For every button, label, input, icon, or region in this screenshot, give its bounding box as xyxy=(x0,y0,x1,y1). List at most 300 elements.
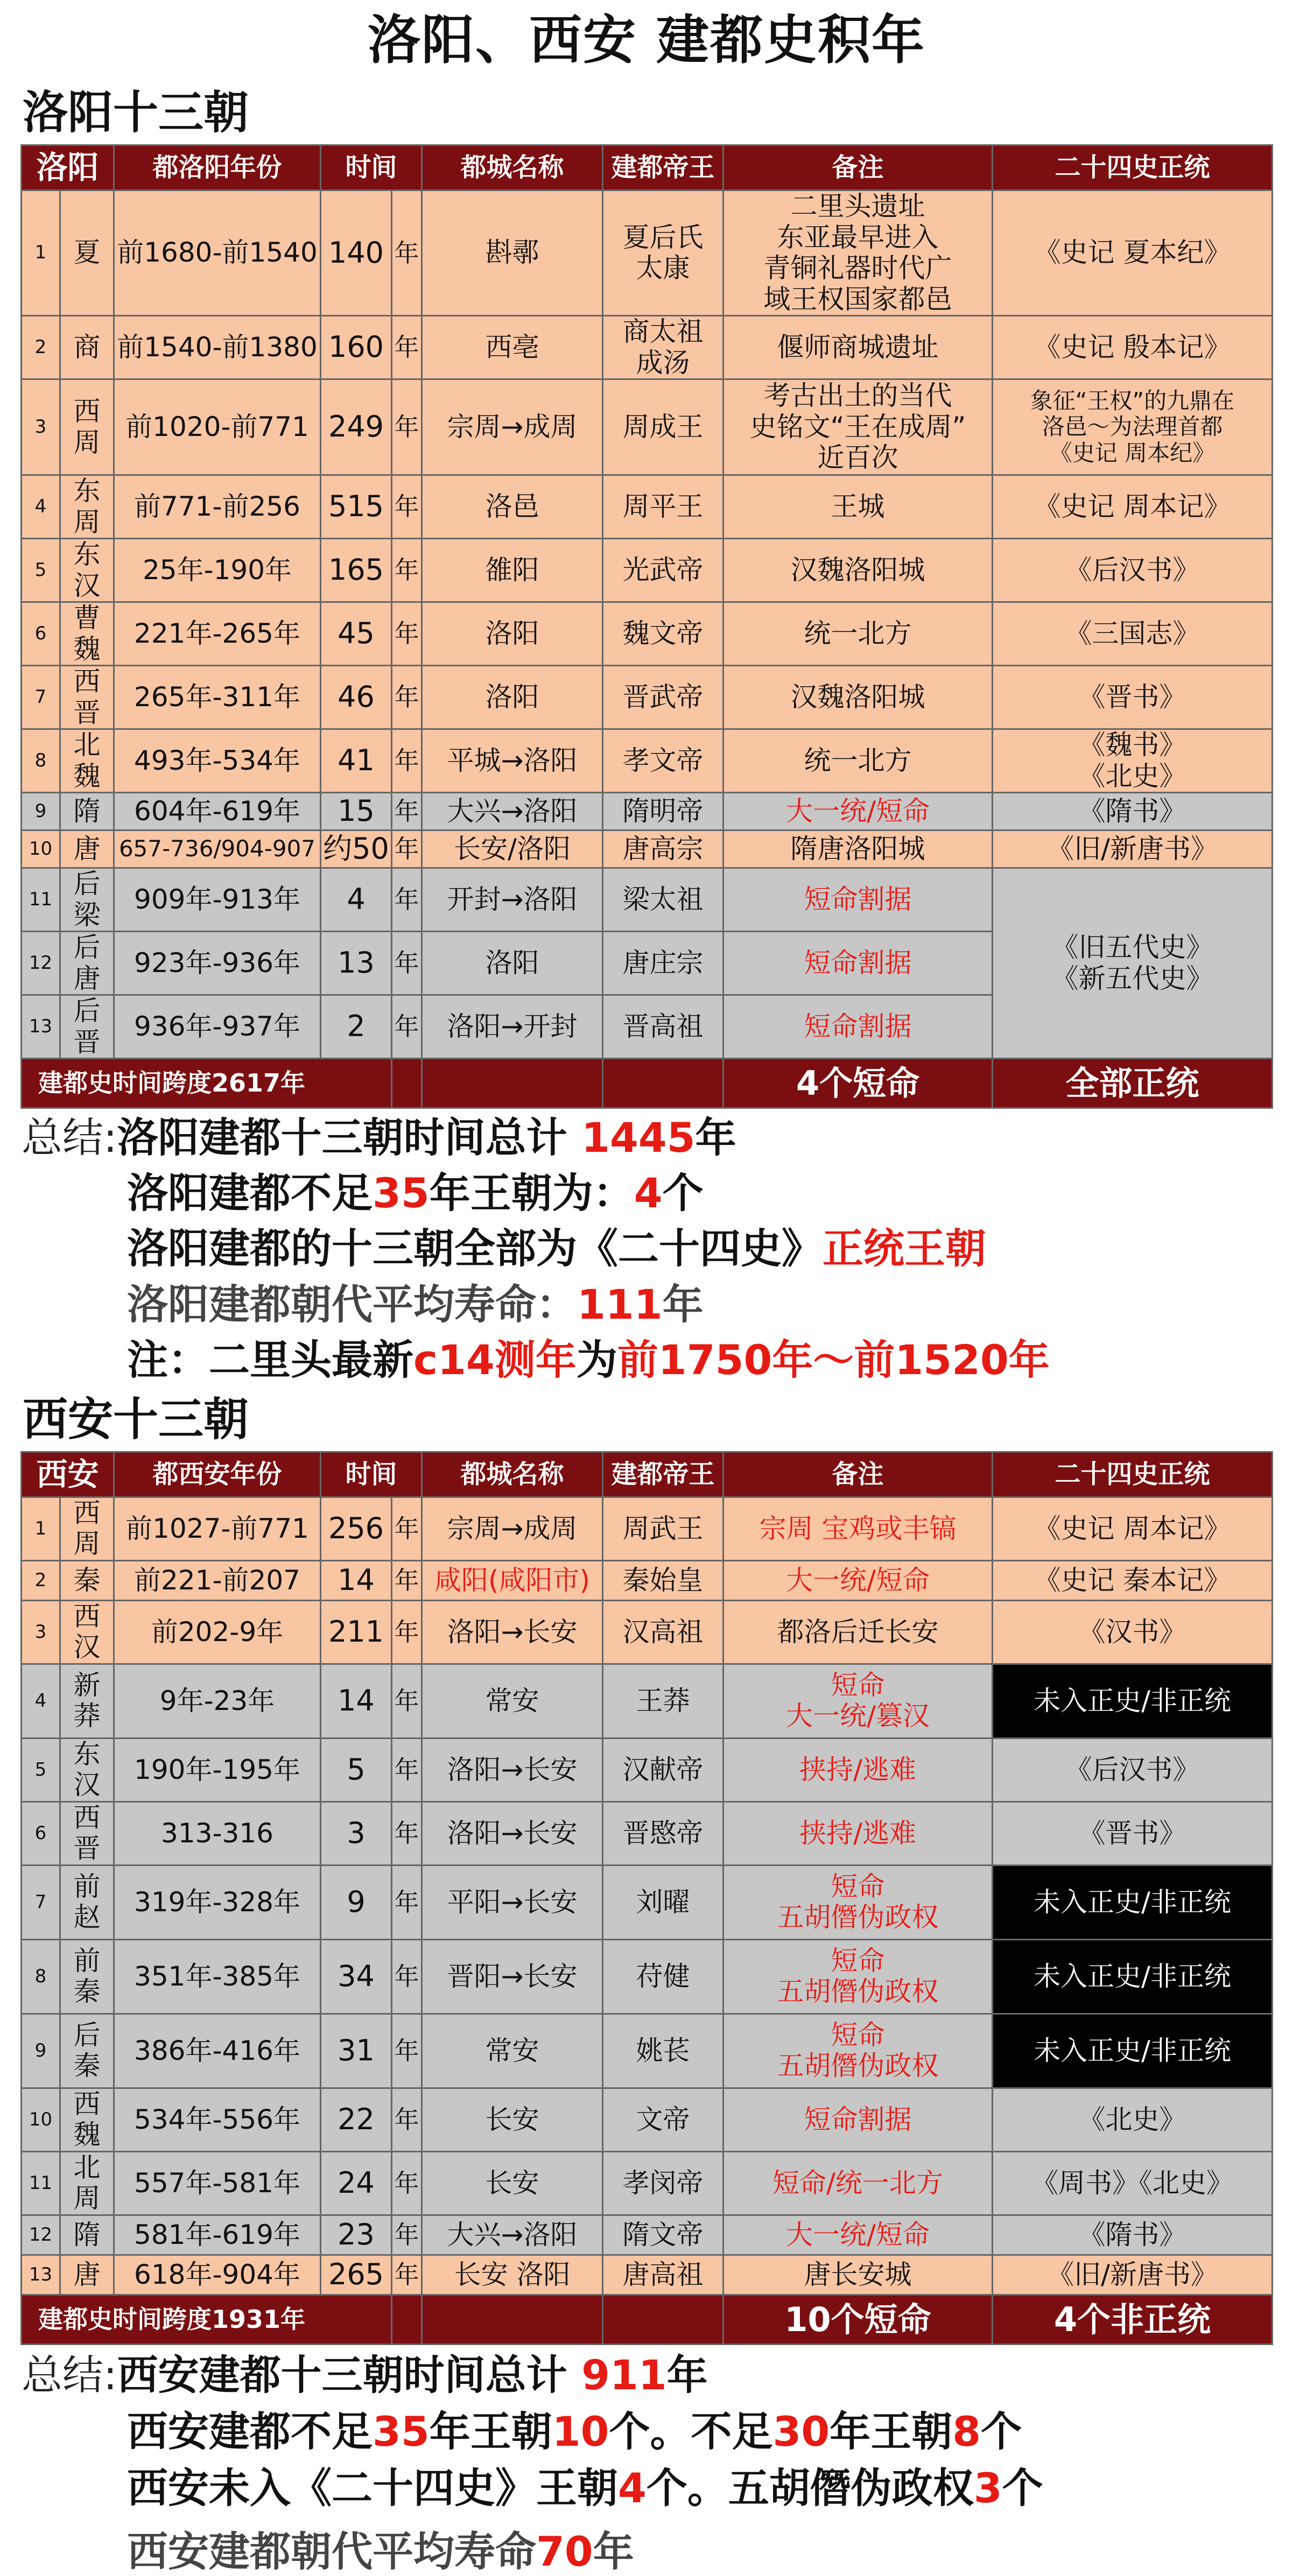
duration-cell: 15 xyxy=(321,793,392,830)
table-row xyxy=(22,793,1273,830)
page-title: 洛阳、西安 建都史积年 xyxy=(367,10,926,71)
years-cell: 319年-328年 xyxy=(114,1865,321,1939)
dynasty-cell: 西魏 xyxy=(60,2088,114,2151)
capital-cell: 宗周→成周 xyxy=(422,1497,603,1560)
dynasty-cell: 新莽 xyxy=(60,1664,114,1738)
duration-cell: 23 xyxy=(321,2215,392,2255)
footer-blank xyxy=(603,2295,723,2344)
luoyang-summary-line-1: 总结:洛阳建都十三朝时间总计 1445年 xyxy=(22,1114,736,1162)
duration-unit: 年 xyxy=(392,1560,422,1600)
history-cell: 未入正史/非正统 xyxy=(993,1664,1273,1738)
duration-unit: 年 xyxy=(392,1801,422,1865)
history-cell: 《旧/新唐书》 xyxy=(993,2255,1273,2295)
emperor-cell: 商太祖 成汤 xyxy=(603,316,723,379)
row-index: 2 xyxy=(22,1560,60,1600)
footer-blank xyxy=(603,1059,723,1108)
duration-cell: 24 xyxy=(321,2151,392,2215)
dynasty-cell: 后唐 xyxy=(60,932,114,995)
emperor-cell: 秦始皇 xyxy=(603,1560,723,1600)
capital-cell: 长安 xyxy=(422,2088,603,2151)
history-cell: 《三国志》 xyxy=(993,602,1273,666)
duration-cell: 249 xyxy=(321,379,392,475)
emperor-cell: 姚苌 xyxy=(603,2014,723,2088)
note-cell: 统一北方 xyxy=(723,729,993,793)
dynasty-cell: 西周 xyxy=(60,1497,114,1560)
duration-unit: 年 xyxy=(392,602,422,666)
table-row xyxy=(22,191,1273,316)
table-row xyxy=(22,316,1273,379)
dynasty-cell: 东汉 xyxy=(60,539,114,602)
table-row xyxy=(22,2151,1273,2215)
note-cell: 考古出土的当代 史铭文“王在成周” 近百次 xyxy=(723,379,993,475)
dynasty-cell: 北周 xyxy=(60,2151,114,2215)
table-row xyxy=(22,475,1273,539)
time-span-total: 建都史时间跨度1931年 xyxy=(22,2295,392,2344)
legitimacy-summary: 全部正统 xyxy=(993,1059,1273,1108)
dynasty-cell: 西晋 xyxy=(60,1801,114,1865)
emperor-cell: 王莽 xyxy=(603,1664,723,1738)
capital-cell: 宗周→成周 xyxy=(422,379,603,475)
header-history: 二十四史正统 xyxy=(993,145,1273,191)
history-cell: 未入正史/非正统 xyxy=(993,2014,1273,2088)
duration-unit: 年 xyxy=(392,793,422,830)
row-index: 13 xyxy=(22,995,60,1059)
row-index: 1 xyxy=(22,191,60,316)
years-cell: 657-736/904-907 xyxy=(114,830,321,868)
capital-cell: 常安 xyxy=(422,2014,603,2088)
capital-cell: 平城→洛阳 xyxy=(422,729,603,793)
emperor-cell: 夏后氏 太康 xyxy=(603,191,723,316)
note-cell: 短命割据 xyxy=(723,2088,993,2151)
luoyang-summary-note: 注：二里头最新c14测年为前1750年～前1520年 xyxy=(127,1335,1050,1384)
dynasty-cell: 东汉 xyxy=(60,1738,114,1801)
years-cell: 190年-195年 xyxy=(114,1738,321,1801)
dynasty-cell: 后秦 xyxy=(60,2014,114,2088)
capital-cell: 晋阳→长安 xyxy=(422,1939,603,2014)
table-header-row xyxy=(22,145,1273,191)
emperor-cell: 唐高宗 xyxy=(603,830,723,868)
duration-unit: 年 xyxy=(392,1600,422,1664)
emperor-cell: 周平王 xyxy=(603,475,723,539)
duration-unit: 年 xyxy=(392,379,422,475)
capital-cell: 洛阳→开封 xyxy=(422,995,603,1059)
table-header-row xyxy=(22,1452,1273,1497)
duration-unit: 年 xyxy=(392,1939,422,2014)
duration-unit: 年 xyxy=(392,191,422,316)
table-row xyxy=(22,868,1273,932)
dynasty-cell: 隋 xyxy=(60,793,114,830)
table-row xyxy=(22,666,1273,729)
row-index: 4 xyxy=(22,475,60,539)
duration-unit: 年 xyxy=(392,2088,422,2151)
emperor-cell: 汉献帝 xyxy=(603,1738,723,1801)
years-cell: 534年-556年 xyxy=(114,2088,321,2151)
duration-cell: 14 xyxy=(321,1560,392,1600)
table-row xyxy=(22,1939,1273,2014)
header-city: 西安 xyxy=(22,1452,114,1497)
header-capital: 都城名称 xyxy=(422,145,603,191)
duration-unit: 年 xyxy=(392,1664,422,1738)
table-row xyxy=(22,1600,1273,1664)
note-cell: 短命割据 xyxy=(723,995,993,1059)
duration-unit: 年 xyxy=(392,2215,422,2255)
history-cell: 《后汉书》 xyxy=(993,1738,1273,1801)
dynasty-cell: 前秦 xyxy=(60,1939,114,2014)
emperor-cell: 隋明帝 xyxy=(603,793,723,830)
note-cell: 汉魏洛阳城 xyxy=(723,539,993,602)
dynasty-cell: 夏 xyxy=(60,191,114,316)
duration-cell: 13 xyxy=(321,932,392,995)
note-cell: 宗周 宝鸡或丰镐 xyxy=(723,1497,993,1560)
header-note: 备注 xyxy=(723,145,993,191)
duration-cell: 34 xyxy=(321,1939,392,2014)
dynasty-cell: 商 xyxy=(60,316,114,379)
dynasty-cell: 后梁 xyxy=(60,868,114,932)
table-row xyxy=(22,1738,1273,1801)
note-cell: 统一北方 xyxy=(723,602,993,666)
history-cell: 《汉书》 xyxy=(993,1600,1273,1664)
duration-cell: 9 xyxy=(321,1865,392,1939)
history-cell: 未入正史/非正统 xyxy=(993,1865,1273,1939)
years-cell: 25年-190年 xyxy=(114,539,321,602)
table-row xyxy=(22,379,1273,475)
duration-cell: 41 xyxy=(321,729,392,793)
emperor-cell: 孝闵帝 xyxy=(603,2151,723,2215)
history-cell: 《晋书》 xyxy=(993,1801,1273,1865)
years-cell: 909年-913年 xyxy=(114,868,321,932)
row-index: 13 xyxy=(22,2255,60,2295)
header-emperor: 建都帝王 xyxy=(603,145,723,191)
years-cell: 前1540-前1380 xyxy=(114,316,321,379)
xian-summary-line-4: 西安建都朝代平均寿命70年 xyxy=(127,2527,634,2575)
duration-cell: 211 xyxy=(321,1600,392,1664)
duration-cell: 515 xyxy=(321,475,392,539)
history-cell: 未入正史/非正统 xyxy=(993,1939,1273,2014)
capital-cell: 洛阳→长安 xyxy=(422,1801,603,1865)
years-cell: 936年-937年 xyxy=(114,995,321,1059)
duration-unit: 年 xyxy=(392,2014,422,2088)
row-index: 4 xyxy=(22,1664,60,1738)
duration-unit: 年 xyxy=(392,932,422,995)
xian-summary-line-3: 西安未入《二十四史》王朝4个。五胡僭伪政权3个 xyxy=(127,2464,1043,2512)
history-cell: 《隋书》 xyxy=(993,2215,1273,2255)
xian-summary-line-1: 总结:西安建都十三朝时间总计 911年 xyxy=(22,2350,708,2399)
header-years: 都西安年份 xyxy=(114,1452,321,1497)
emperor-cell: 刘曜 xyxy=(603,1865,723,1939)
duration-cell: 160 xyxy=(321,316,392,379)
duration-unit: 年 xyxy=(392,729,422,793)
row-index: 9 xyxy=(22,793,60,830)
emperor-cell: 文帝 xyxy=(603,2088,723,2151)
duration-unit: 年 xyxy=(392,2255,422,2295)
footer-blank xyxy=(392,2295,422,2344)
emperor-cell: 周武王 xyxy=(603,1497,723,1560)
note-cell: 隋唐洛阳城 xyxy=(723,830,993,868)
row-index: 3 xyxy=(22,1600,60,1664)
row-index: 6 xyxy=(22,602,60,666)
note-cell: 挟持/逃难 xyxy=(723,1738,993,1801)
duration-cell: 256 xyxy=(321,1497,392,1560)
luoyang-summary-line-4: 洛阳建都朝代平均寿命：111年 xyxy=(127,1280,704,1328)
note-cell: 大一统/短命 xyxy=(723,2215,993,2255)
capital-cell: 洛阳 xyxy=(422,666,603,729)
header-years: 都洛阳年份 xyxy=(114,145,321,191)
header-city: 洛阳 xyxy=(22,145,114,191)
duration-cell: 46 xyxy=(321,666,392,729)
emperor-cell: 晋武帝 xyxy=(603,666,723,729)
header-history: 二十四史正统 xyxy=(993,1452,1273,1497)
years-cell: 前771-前256 xyxy=(114,475,321,539)
row-index: 11 xyxy=(22,2151,60,2215)
years-cell: 265年-311年 xyxy=(114,666,321,729)
dynasty-cell: 后晋 xyxy=(60,995,114,1059)
duration-unit: 年 xyxy=(392,868,422,932)
xian-summary-line-2: 西安建都不足35年王朝10个。不足30年王朝8个 xyxy=(127,2408,1022,2456)
years-cell: 493年-534年 xyxy=(114,729,321,793)
row-index: 10 xyxy=(22,2088,60,2151)
years-cell: 581年-619年 xyxy=(114,2215,321,2255)
xian-section-title: 西安十三朝 xyxy=(23,1392,249,1446)
table-row xyxy=(22,729,1273,793)
table-row xyxy=(22,602,1273,666)
duration-unit: 年 xyxy=(392,1738,422,1801)
short-lived-count: 4个短命 xyxy=(723,1059,993,1108)
capital-cell: 开封→洛阳 xyxy=(422,868,603,932)
emperor-cell: 晋愍帝 xyxy=(603,1801,723,1865)
dynasty-cell: 西汉 xyxy=(60,1600,114,1664)
history-cell: 《旧五代史》 《新五代史》 xyxy=(993,868,1273,1059)
row-index: 1 xyxy=(22,1497,60,1560)
years-cell: 前202-9年 xyxy=(114,1600,321,1664)
dynasty-cell: 北魏 xyxy=(60,729,114,793)
duration-cell: 14 xyxy=(321,1664,392,1738)
note-cell: 短命 五胡僭伪政权 xyxy=(723,1939,993,2014)
note-cell: 汉魏洛阳城 xyxy=(723,666,993,729)
emperor-cell: 光武帝 xyxy=(603,539,723,602)
footer-blank xyxy=(422,1059,603,1108)
duration-cell: 140 xyxy=(321,191,392,316)
emperor-cell: 周成王 xyxy=(603,379,723,475)
header-duration: 时间 xyxy=(321,145,422,191)
note-cell: 都洛后迁长安 xyxy=(723,1600,993,1664)
note-cell: 短命割据 xyxy=(723,932,993,995)
history-cell: 《史记 周本记》 xyxy=(993,475,1273,539)
note-cell: 短命 五胡僭伪政权 xyxy=(723,1865,993,1939)
table-row xyxy=(22,2215,1273,2255)
luoyang-summary xyxy=(0,1113,1293,1384)
emperor-cell: 苻健 xyxy=(603,1939,723,2014)
header-duration: 时间 xyxy=(321,1452,422,1497)
row-index: 6 xyxy=(22,1801,60,1865)
table-row xyxy=(22,1664,1273,1738)
dynasty-cell: 西周 xyxy=(60,379,114,475)
duration-cell: 5 xyxy=(321,1738,392,1801)
duration-unit: 年 xyxy=(392,316,422,379)
history-cell: 《晋书》 xyxy=(993,666,1273,729)
capital-cell: 常安 xyxy=(422,1664,603,1738)
duration-unit: 年 xyxy=(392,475,422,539)
capital-cell: 大兴→洛阳 xyxy=(422,2215,603,2255)
duration-cell: 约50 xyxy=(321,830,392,868)
years-cell: 351年-385年 xyxy=(114,1939,321,2014)
years-cell: 9年-23年 xyxy=(114,1664,321,1738)
row-index: 12 xyxy=(22,2215,60,2255)
emperor-cell: 隋文帝 xyxy=(603,2215,723,2255)
capital-cell: 咸阳(咸阳市) xyxy=(422,1560,603,1600)
xian-table xyxy=(20,1451,1273,2345)
capital-cell: 长安/洛阳 xyxy=(422,830,603,868)
history-cell: 《北史》 xyxy=(993,2088,1273,2151)
table-row xyxy=(22,1497,1273,1560)
dynasty-cell: 西晋 xyxy=(60,666,114,729)
duration-cell: 4 xyxy=(321,868,392,932)
emperor-cell: 魏文帝 xyxy=(603,602,723,666)
table-row xyxy=(22,830,1273,868)
row-index: 7 xyxy=(22,666,60,729)
header-note: 备注 xyxy=(723,1452,993,1497)
emperor-cell: 唐庄宗 xyxy=(603,932,723,995)
table-footer-row xyxy=(22,1059,1273,1108)
note-cell: 二里头遗址 东亚最早进入 青铜礼器时代广 域王权国家都邑 xyxy=(723,191,993,316)
footer-blank xyxy=(392,1059,422,1108)
table-row xyxy=(22,1865,1273,1939)
emperor-cell: 晋高祖 xyxy=(603,995,723,1059)
years-cell: 557年-581年 xyxy=(114,2151,321,2215)
footer-blank xyxy=(422,2295,603,2344)
years-cell: 618年-904年 xyxy=(114,2255,321,2295)
table-row xyxy=(22,2255,1273,2295)
row-index: 5 xyxy=(22,1738,60,1801)
capital-cell: 长安 xyxy=(422,2151,603,2215)
duration-cell: 165 xyxy=(321,539,392,602)
note-cell: 大一统/短命 xyxy=(723,793,993,830)
history-cell: 《史记 秦本记》 xyxy=(993,1560,1273,1600)
duration-unit: 年 xyxy=(392,2151,422,2215)
history-cell: 《周书》《北史》 xyxy=(993,2151,1273,2215)
note-cell: 偃师商城遗址 xyxy=(723,316,993,379)
duration-cell: 2 xyxy=(321,995,392,1059)
emperor-cell: 梁太祖 xyxy=(603,868,723,932)
time-span-total: 建都史时间跨度2617年 xyxy=(22,1059,392,1108)
row-index: 9 xyxy=(22,2014,60,2088)
table-footer-row xyxy=(22,2295,1273,2344)
dynasty-cell: 唐 xyxy=(60,830,114,868)
duration-cell: 22 xyxy=(321,2088,392,2151)
row-index: 8 xyxy=(22,1939,60,2014)
row-index: 5 xyxy=(22,539,60,602)
history-cell: 《旧/新唐书》 xyxy=(993,830,1273,868)
duration-unit: 年 xyxy=(392,830,422,868)
capital-cell: 西亳 xyxy=(422,316,603,379)
capital-cell: 长安 洛阳 xyxy=(422,2255,603,2295)
row-index: 11 xyxy=(22,868,60,932)
luoyang-table xyxy=(20,144,1273,1109)
years-cell: 前221-前207 xyxy=(114,1560,321,1600)
luoyang-summary-line-3: 洛阳建都的十三朝全部为《二十四史》正统王朝 xyxy=(127,1224,986,1273)
history-cell: 《史记 殷本记》 xyxy=(993,316,1273,379)
years-cell: 604年-619年 xyxy=(114,793,321,830)
capital-cell: 大兴→洛阳 xyxy=(422,793,603,830)
emperor-cell: 唐高祖 xyxy=(603,2255,723,2295)
history-cell: 象征“王权”的九鼎在 洛邑～为法理首都 《史记 周本纪》 xyxy=(993,379,1273,475)
years-cell: 386年-416年 xyxy=(114,2014,321,2088)
header-emperor: 建都帝王 xyxy=(603,1452,723,1497)
years-cell: 313-316 xyxy=(114,1801,321,1865)
luoyang-summary-line-2: 洛阳建都不足35年王朝为：4个 xyxy=(127,1169,704,1217)
row-index: 8 xyxy=(22,729,60,793)
emperor-cell: 孝文帝 xyxy=(603,729,723,793)
row-index: 10 xyxy=(22,830,60,868)
row-index: 12 xyxy=(22,932,60,995)
dynasty-cell: 隋 xyxy=(60,2215,114,2255)
dynasty-cell: 秦 xyxy=(60,1560,114,1600)
table-row xyxy=(22,1560,1273,1600)
duration-unit: 年 xyxy=(392,666,422,729)
capital-cell: 洛阳→长安 xyxy=(422,1738,603,1801)
history-cell: 《隋书》 xyxy=(993,793,1273,830)
years-cell: 923年-936年 xyxy=(114,932,321,995)
dynasty-cell: 东周 xyxy=(60,475,114,539)
note-cell: 王城 xyxy=(723,475,993,539)
years-cell: 前1020-前771 xyxy=(114,379,321,475)
dynasty-cell: 唐 xyxy=(60,2255,114,2295)
history-cell: 《史记 周本记》 xyxy=(993,1497,1273,1560)
duration-unit: 年 xyxy=(392,1497,422,1560)
row-index: 3 xyxy=(22,379,60,475)
years-cell: 前1680-前1540 xyxy=(114,191,321,316)
capital-cell: 洛阳 xyxy=(422,932,603,995)
history-cell: 《后汉书》 xyxy=(993,539,1273,602)
row-index: 2 xyxy=(22,316,60,379)
capital-cell: 平阳→长安 xyxy=(422,1865,603,1939)
duration-cell: 31 xyxy=(321,2014,392,2088)
table-row xyxy=(22,2088,1273,2151)
duration-unit: 年 xyxy=(392,1865,422,1939)
duration-unit: 年 xyxy=(392,539,422,602)
capital-cell: 洛邑 xyxy=(422,475,603,539)
table-row xyxy=(22,2014,1273,2088)
note-cell: 挟持/逃难 xyxy=(723,1801,993,1865)
table-row xyxy=(22,539,1273,602)
capital-cell: 雒阳 xyxy=(422,539,603,602)
legitimacy-summary: 4个非正统 xyxy=(993,2295,1273,2344)
row-index: 7 xyxy=(22,1865,60,1939)
capital-cell: 洛阳 xyxy=(422,602,603,666)
luoyang-section-title: 洛阳十三朝 xyxy=(23,86,249,139)
history-cell: 《史记 夏本纪》 xyxy=(993,191,1273,316)
emperor-cell: 汉高祖 xyxy=(603,1600,723,1664)
dynasty-cell: 前赵 xyxy=(60,1865,114,1939)
note-cell: 短命割据 xyxy=(723,868,993,932)
duration-cell: 3 xyxy=(321,1801,392,1865)
duration-unit: 年 xyxy=(392,995,422,1059)
capital-cell: 洛阳→长安 xyxy=(422,1600,603,1664)
note-cell: 短命/统一北方 xyxy=(723,2151,993,2215)
duration-cell: 45 xyxy=(321,602,392,666)
note-cell: 短命 五胡僭伪政权 xyxy=(723,2014,993,2088)
history-cell: 《魏书》 《北史》 xyxy=(993,729,1273,793)
note-cell: 短命 大一统/篡汉 xyxy=(723,1664,993,1738)
header-capital: 都城名称 xyxy=(422,1452,603,1497)
note-cell: 唐长安城 xyxy=(723,2255,993,2295)
table-row xyxy=(22,1801,1273,1865)
duration-cell: 265 xyxy=(321,2255,392,2295)
xian-summary xyxy=(0,2350,1293,2576)
dynasty-cell: 曹魏 xyxy=(60,602,114,666)
capital-cell: 斟鄩 xyxy=(422,191,603,316)
note-cell: 大一统/短命 xyxy=(723,1560,993,1600)
years-cell: 221年-265年 xyxy=(114,602,321,666)
